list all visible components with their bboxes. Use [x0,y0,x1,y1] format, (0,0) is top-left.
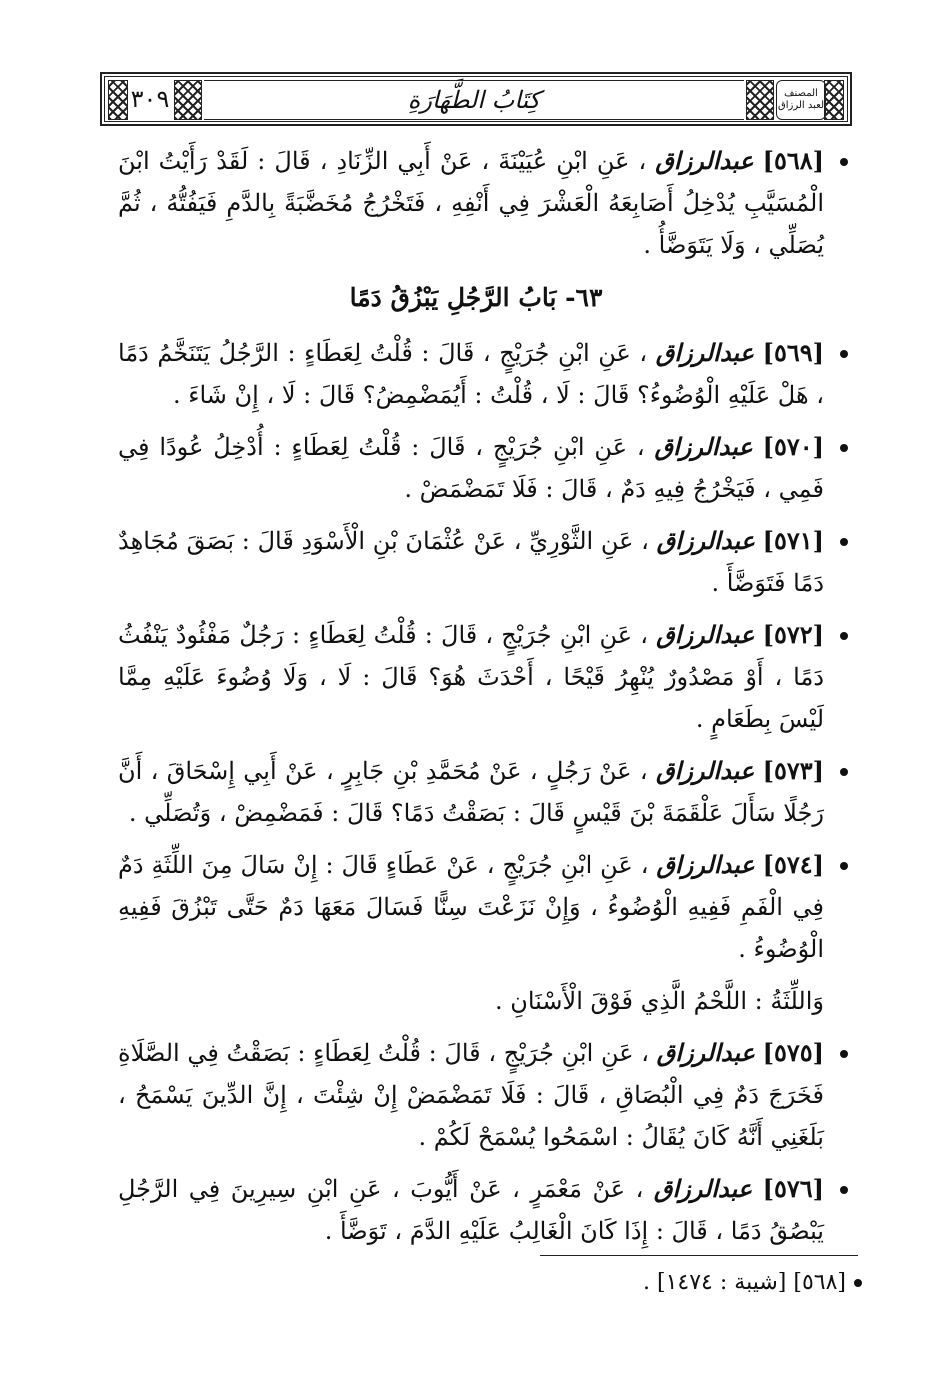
page-body [118,140,834,1262]
hadith-number: [٥٧٤] [762,850,824,879]
page-number: ٣٠٩ [130,85,170,113]
bullet-icon [840,444,848,452]
hadith-entry [118,614,834,740]
hadith-text: ، عَنِ ابْنِ جُرَيْجٍ ، قَالَ : قُلْتُ لِعَطَاءٍ : الرَّجُلُ يَتَنَخَّمُ دَمًا ، هَلْ عَلَيْهِ الْوُضُوءُ؟ قَالَ : لَا ، قُلْتُ : أَيُمَضْمِضُ؟ قَالَ : لَا ، إِنْ شَاءَ . [118,339,824,409]
hadith-text: ، عَنِ ابْنِ جُرَيْجٍ ، قَالَ : قُلْتُ لِعَطَاءٍ : أُدْخِلُ عُودًا فِي فَمِي ، فَيَخْرُجُ فِيهِ دَمٌ ، قَالَ : فَلَا تَمَضْمَضْ . [118,433,824,503]
hadith-number: [٥٧٣] [762,756,824,785]
bullet-icon [854,1279,862,1287]
hadith-number: [٥٧٠] [762,432,824,461]
hadith-number: [٥٧٦] [762,1174,824,1203]
hadith-entry [118,520,834,604]
bullet-icon [840,538,848,546]
ornament-right-inner [746,80,774,120]
hadith-text: ، عَنِ ابْنِ عُيَيْنَةَ ، عَنْ أَبِي الزِّنَادِ ، قَالَ : لَقَدْ رَأَيْتُ ابْنَ الْمُسَيَّبِ يُدْخِلُ أَصَابِعَهُ الْعَشْرَ فِي أَنْفِهِ ، فَتَخْرُجُ مُخَضَّبَةً بِالدَّمِ فَيَفُتُّهُ ، ثُمَّ يُصَلِّي ، وَلَا يَتَوَضَّأُ . [118,147,824,259]
ornament-left-inner [174,80,202,120]
hadith-entry [118,1168,834,1252]
hadith-text: ، عَنِ ابْنِ جُرَيْجٍ ، قَالَ : قُلْتُ لِعَطَاءٍ : رَجُلٌ مَفْئُودٌ يَنْفُثُ دَمًا ، أَوْ مَصْدُورٌ يُنْهِرُ قَيْحًا ، أَحْدَثَ هُوَ؟ قَالَ : لَا ، وَلَا وُضُوءَ عَلَيْهِ مِمَّا لَيْسَ بِطَعَامٍ . [118,621,824,733]
narrator: عبدالرزاق [655,756,755,785]
hadith-number: [٥٧١] [762,526,824,555]
hadith-number: [٥٦٩] [762,338,824,367]
chapter-title: ٦٣- بَابُ الرَّجُلِ يَبْزُقُ دَمًا [349,283,603,312]
narrator: عبدالرزاق [656,526,755,555]
hadith-text: ، عَنْ مَعْمَرٍ ، عَنْ أَيُّوبَ ، عَنِ ابْنِ سِيرِينَ فِي الرَّجُلِ يَبْصُقُ دَمًا ، قَالَ : إِذَا كَانَ الْغَالِبُ عَلَيْهِ الدَّمَ ، تَوَضَّأَ . [118,1175,824,1245]
hadith-number: [٥٧٥] [762,1038,824,1067]
bullet-icon [840,350,848,358]
hadith-number: [٥٧٢] [762,620,824,649]
bullet-icon [840,862,848,870]
book-title: كِتَابُ الطَّهَارَةِ [204,80,744,120]
narrator: عبدالرزاق [656,1038,755,1067]
hadith-text: ، عَنِ الثَّوْرِيِّ ، عَنْ عُثْمَانَ بْنِ الْأَسْوَدِ قَالَ : بَصَقَ مُجَاهِدٌ دَمًا فَتَوَضَّأَ . [118,527,824,597]
bullet-icon [840,158,848,166]
hadith-entry [118,426,834,510]
hadith-entry [118,844,834,970]
narrator: عبدالرزاق [654,432,753,461]
hadith-text: ، عَنِ ابْنِ جُرَيْجٍ ، عَنْ عَطَاءٍ قَالَ : إِنْ سَالَ مِنَ اللِّثَةِ دَمٌ فِي الْفَمِ فَفِيهِ الْوُضُوءُ ، وَإِنْ نَزَعْتَ سِنًّا فَسَالَ مَعَهَا دَمٌ حَتَّى تَبْزُقَ فَفِيهِ الْوُضُوءُ . [118,851,824,963]
narrator: عبدالرزاق [655,146,754,175]
book-seal-logo [776,80,826,120]
hadith-entry [118,140,834,266]
footnote-text: [٥٦٨] [شيبة : ١٤٧٤] . [643,1270,846,1295]
footnote-divider [540,1255,858,1256]
hadith-text: ، عَنْ رَجُلٍ ، عَنْ مُحَمَّدِ بْنِ جَابِرٍ ، عَنْ أَبِي إِسْحَاقَ ، أَنَّ رَجُلًا سَأَلَ عَلْقَمَةَ بْنَ قَيْسٍ قَالَ : بَصَقْتُ دَمًا؟ قَالَ : فَمَضْمِضْ ، وَتُصَلِّي . [118,757,824,827]
ornament-left-outer [108,80,128,120]
ornament-right-outer [824,80,844,120]
narrator: عبدالرزاق [655,338,754,367]
page-header [100,72,852,126]
hadith-text: ، عَنِ ابْنِ جُرَيْجٍ ، قَالَ : قُلْتُ لِعَطَاءٍ : بَصَقْتُ فِي الصَّلَاةِ فَخَرَجَ دَمٌ فِي الْبُصَاقِ ، قَالَ : فَلَا تَمَضْمَضْ إِنْ شِئْتَ ، إِنَّ الدِّينَ يَسْمَحُ ، بَلَغَنِي أَنَّهُ كَانَ يُقَالُ : اسْمَحُوا يُسْمَحْ لَكُمْ . [118,1039,824,1151]
hadith-entry [118,1032,834,1158]
narrator: عبدالرزاق [653,1174,753,1203]
bullet-icon [840,768,848,776]
hadith-entry [118,332,834,416]
seal-line-2: لعبد الرزاق [777,100,825,111]
bullet-icon [840,1050,848,1058]
footnote [643,1266,858,1300]
seal-line-1: المصنف [784,88,818,99]
narrator: عبدالرزاق [656,620,755,649]
definition-note: وَاللِّثَةُ : اللَّحْمُ الَّذِي فَوْقَ الْأَسْنَانِ . [494,987,824,1015]
bullet-icon [840,1186,848,1194]
narrator: عبدالرزاق [656,850,755,879]
hadith-entry [118,750,834,834]
bullet-icon [840,632,848,640]
hadith-number: [٥٦٨] [762,146,824,175]
